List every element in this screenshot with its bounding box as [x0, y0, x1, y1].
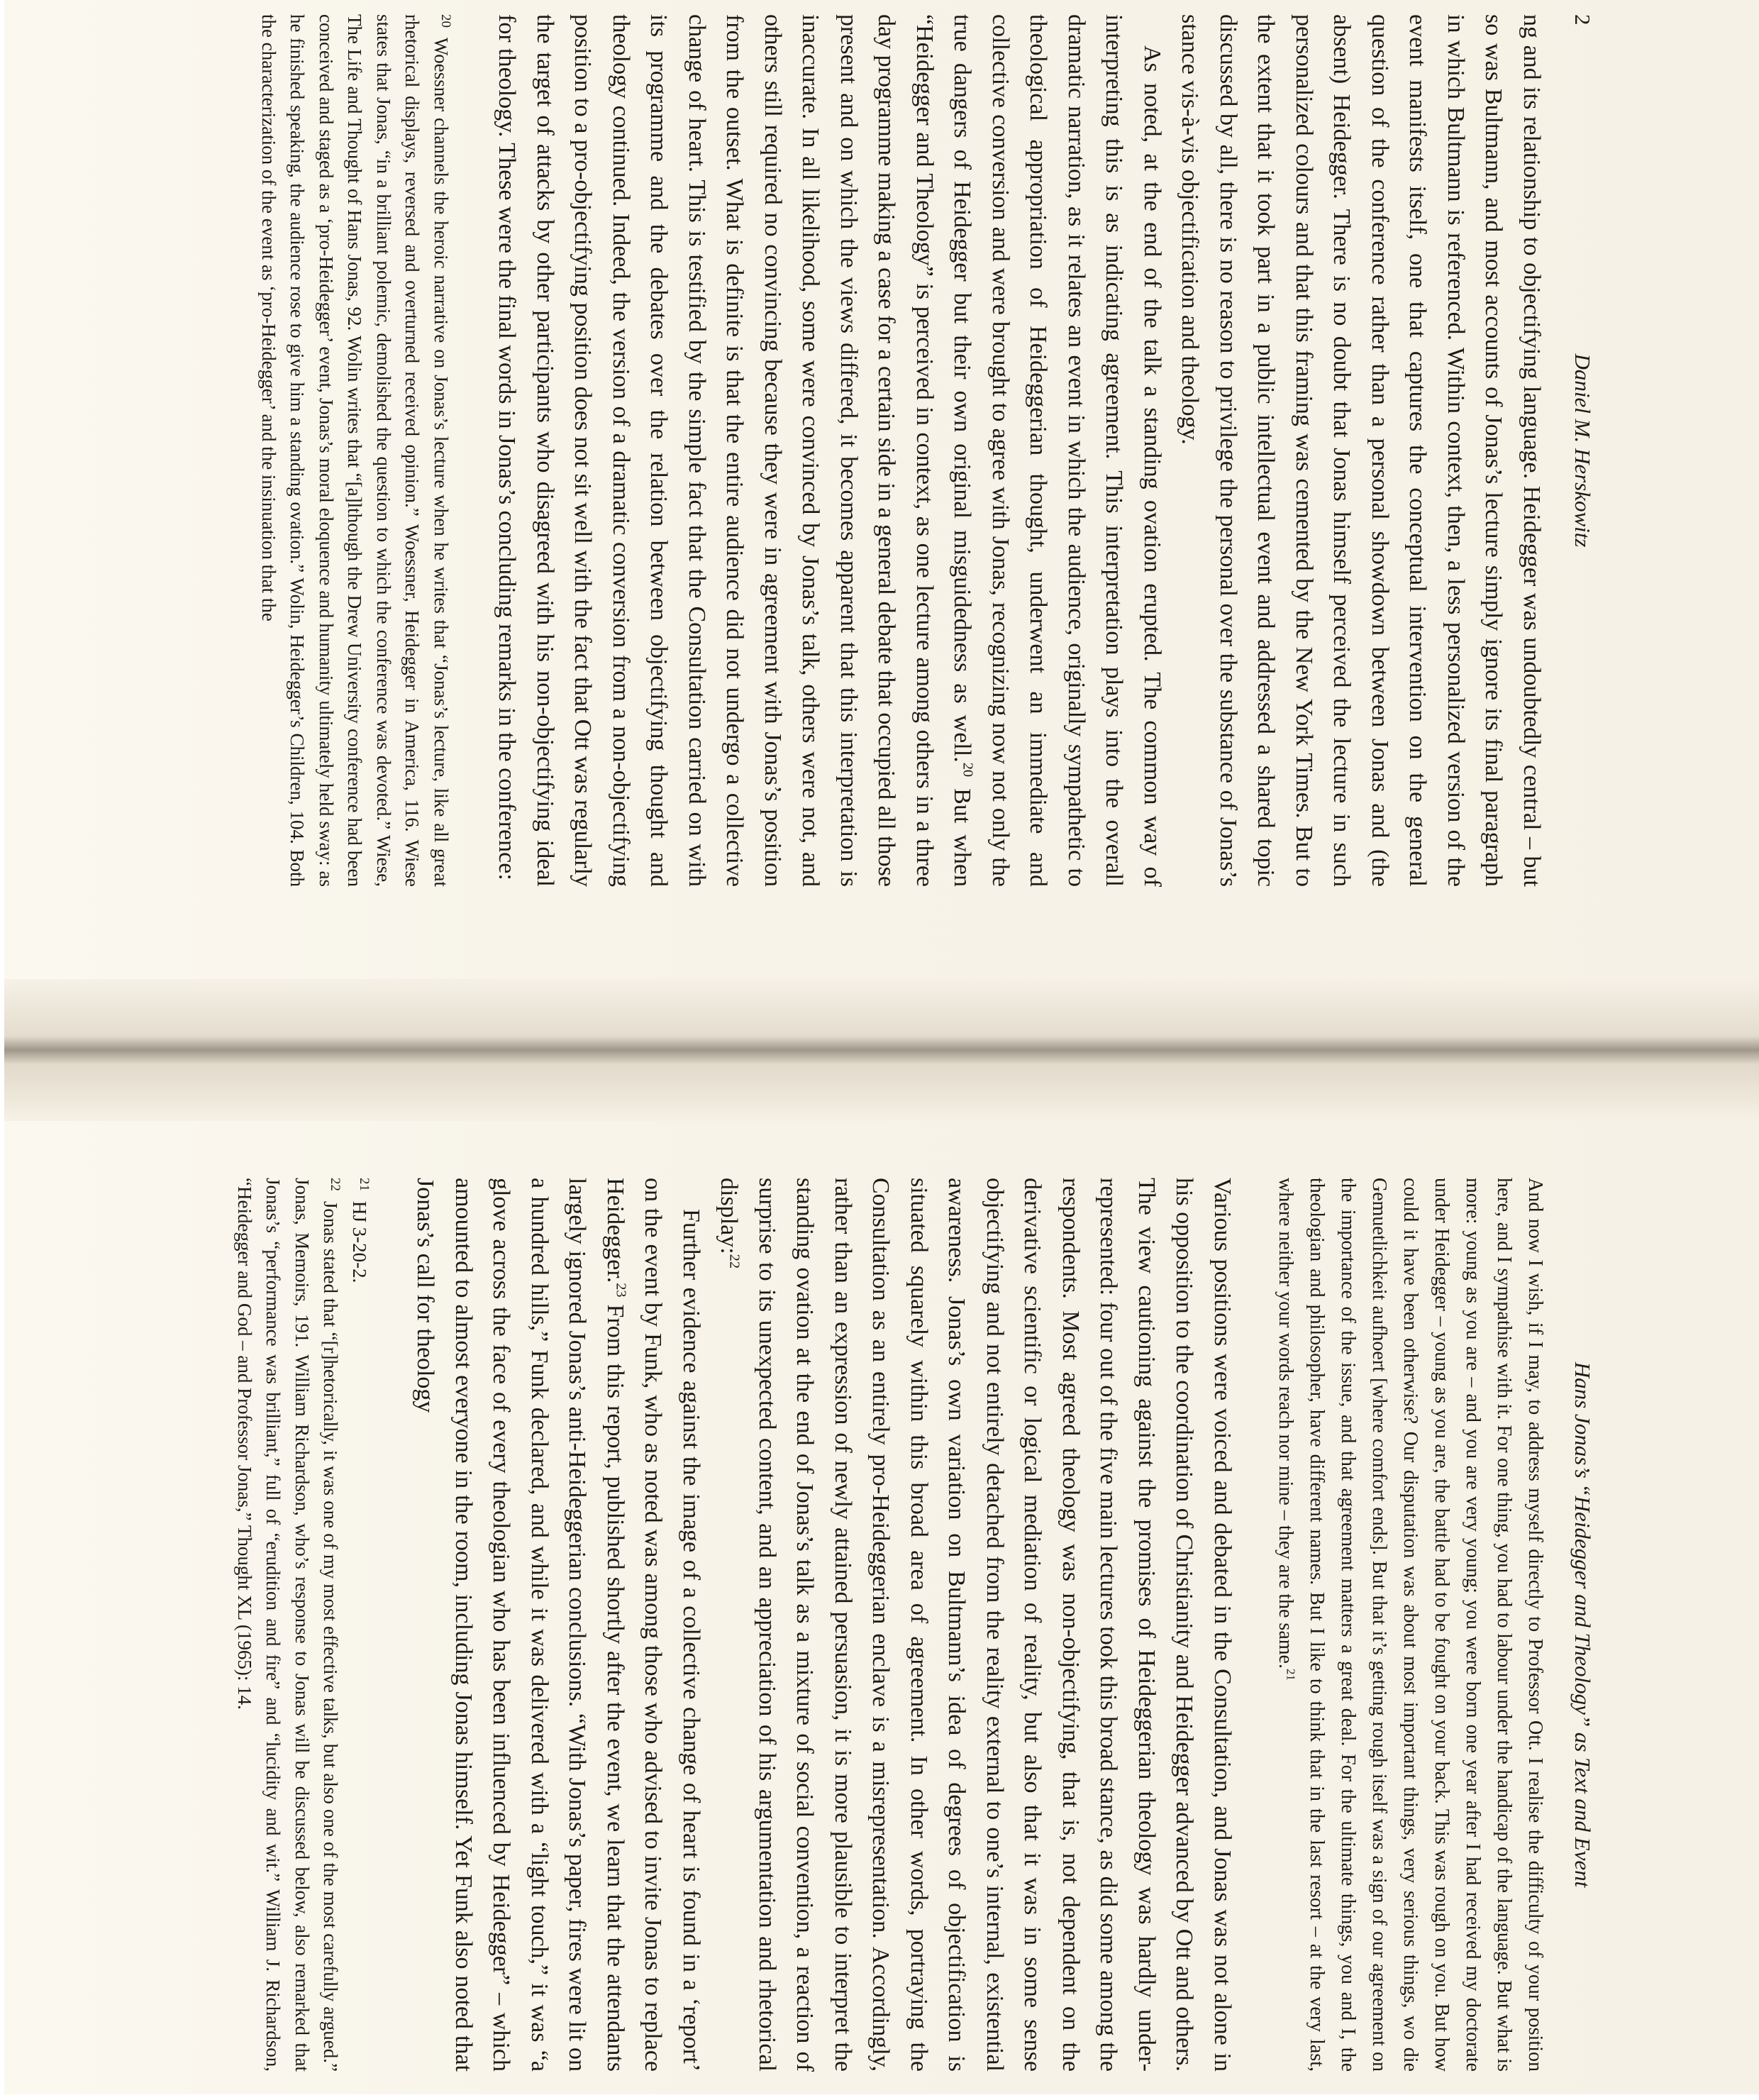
- footnote-number: 20: [438, 14, 453, 28]
- footnote-number: 22: [328, 1178, 343, 1191]
- running-head: [1550, 14, 1614, 887]
- footnote-number: 21: [357, 1178, 372, 1191]
- right-page: [33, 1135, 1614, 2100]
- paragraph: ng and its relationship to objectifying language. Heidegger was undoubtedly central – but so was Bultmann, and most accounts of Jonas’s lecture simply ignore its final paragraph in which Bultmann is referenced. Within context, then, a less personalized version of the event manifests itself, one that captures the conceptual intervention on the general question of the conference rather than a personal showdown between Jonas and (the absent) Heidegger. There is no doubt that Jonas himself perceived the lecture in such personalized colours and that this framing was cemented by the New York Times. But to the extent that it took part in a public intellectual event and addressed a shared topic discussed by all, there is no reason to privilege the personal over the substance of Jonas’s stance vis-à-vis objectification and theology.: [1177, 14, 1545, 887]
- footnote-reference: 22: [726, 1254, 743, 1269]
- paragraph: As noted, at the end of the talk a standing ovation erupted. The common way of interpreting this is as indicating agreement. This interpretation plays into the overall dramatic narration, as it relates an event in which the audience, originally sympathetic to theological appropriation of Heideggerian thought, underwent an immediate and collective conversion and were brought to agree with Jonas, recognizing now not only the true dangers of Heidegger but their own original misguidedness as well.$^{20}$ But when “Heidegger and Theology” is perceived in context, as one lecture among others in a three day programme making a case for a certain side in a general debate that occupied all those present and on which the views differed, it becomes apparent that this interpretation is inaccurate. In all likelihood, some were convinced by Jonas’s talk, others were not, and others still required no convincing because they were in agreement with Jonas’s position from the outset. What is definite is that the entire audience did not undergo a collective change of heart. This is testified by the simple fact that the Consultation carried on with its programme and the debates over the relation between objectifying thought and theology continued. Indeed, the version of a dramatic conversion from a non-objectifying position to a pro-objectifying position does not sit well with the fact that Ott was regularly the target of attacks by other participants who disagreed with his non-objectifying ideal for theology. These were the final words in Jonas’s concluding remarks in the conference:: [494, 14, 1165, 887]
- running-head-author: Daniel M. Herskowitz: [1570, 353, 1595, 548]
- footnote: $^{21}$HJ 3-20-2.: [349, 1178, 372, 1283]
- footnotes: [255, 14, 456, 887]
- footnote: $^{20}$Woessner channels the heroic narrative on Jonas’s lecture when he writes that “Jonas’s lecture, like all great rhetorical displays, reversed and overturned received opinion.” Woessner, Heidegger in America, 116. Wiese states that Jonas, “in a brilliant polemic, demolished the question to which the conference was devoted.” Wiese, The Life and Thought of Hans Jonas, 92. Wolin writes that “[a]lthough the Drew University conference had been conceived and staged as a ‘pro-Heidegger’ event, Jonas’s moral eloquence and humanity ultimately held sway: as he finished speaking, the audience rose to give him a standing ovation.” Wolin, Heidegger’s Children, 104. Both the characterization of the event as ‘pro-Heidegger’ and the insinuation that the: [258, 14, 453, 887]
- footnote-reference: 23: [613, 1283, 629, 1298]
- footnote: $^{22}$Jonas stated that “[r]hetorically, it was one of my most effective talks, but also one of the most carefully argued.” Jonas, Memoirs, 191. William Richardson, who’s response to Jonas will be discussed below, also remarked that Jonas’s “performance was brilliant,” full of “erudition and fire” and “lucidity and wit.” William J. Richardson, “Heidegger and God – and Professor Jonas,” Thought XL (1965): 14.: [234, 1178, 343, 2072]
- left-page: [33, 0, 1614, 936]
- block-quote: And now I wish, if I may, to address myself directly to Professor Ott. I realise the difficulty of your position here, and I sympathise with it. For one thing, you had to labour under the handicap of the language. But what is more: young as you are – and you are very young; you were born one year after I had received my doctorate under Heidegger – young as you are, the battle had to be fought on your back. This was rough on you. But how could it have been otherwise? Our disputation was about most important things, very serious things, wo die Gemuetlichkeit aufhoert [where comfort ends]. But that it’s getting rough itself was a sign of our agreement on the importance of the issue, and that agreement matters a great deal. For the ultimate things, you and I, the theologian and philosopher, have different names. But I like to think that in the last resort – at the very last, where neither your words reach nor mine – they are the same.$^{21}$: [1275, 1178, 1546, 2072]
- running-head-title: Hans Jonas’s “Heidegger and Theology” as Text and Event: [1570, 1361, 1595, 1888]
- page-number: 2: [1570, 14, 1595, 26]
- main-text: [406, 1178, 1241, 2072]
- footnotes: [231, 1178, 374, 2072]
- footnote-reference: 20: [960, 762, 976, 778]
- footnote-reference: 21: [1284, 1668, 1298, 1681]
- paragraph: Various positions were voiced and debated in the Consultation, and Jonas was not alone in his opposition to the coordination of Christianity and Heidegger advanced by Ott and others. The view cautioning against the promises of Heideggerian theology was hardly under-represented: four out of the five main lectures took this broad stance, as did some among the respondents. Most agreed theology was non-objectifying, that is, not dependent on the derivative scientific or logical mediation of reality, but also that it was in some sense objectifying and not entirely detached from the reality external to one’s internal, existential awareness. Jonas’s own variation on Bultmann’s idea of degrees of objectification is situated squarely within this broad area of agreement. In other words, portraying the Consultation as an entirely pro-Heideggerian enclave is a misrepresentation. Accordingly, rather than an expression of newly attained persuasion, it is more plausible to interpret the standing ovation at the end of Jonas’s talk as a mixture of social convention, a reaction of surprise to its unexpected content, and an appreciation of his argumentation and rhetorical display:$^{22}$: [716, 1178, 1236, 2072]
- running-head: [1550, 1178, 1614, 2072]
- paragraph: Further evidence against the image of a collective change of heart is found in a ‘report’ on the event by Funk, who as noted was among those who advised to invite Jonas to replace Heidegger.$^{23}$ From this report, published shortly after the event, we learn that the attendants largely ignored Jonas’s anti-Heideggerian conclusions. “With Jonas’s paper, fires were lit on a hundred hills,” Funk declared, and while it was delivered with a “light touch,” it was “a glove across the face of every theologian who has been influenced by Heidegger” – which amounted to almost everyone in the room, including Jonas himself. Yet Funk also noted that Jonas’s call for theology: [412, 1178, 704, 2072]
- book-gutter: [4, 979, 1759, 1121]
- book-spread: [4, 0, 1759, 2094]
- main-text: [488, 14, 1550, 887]
